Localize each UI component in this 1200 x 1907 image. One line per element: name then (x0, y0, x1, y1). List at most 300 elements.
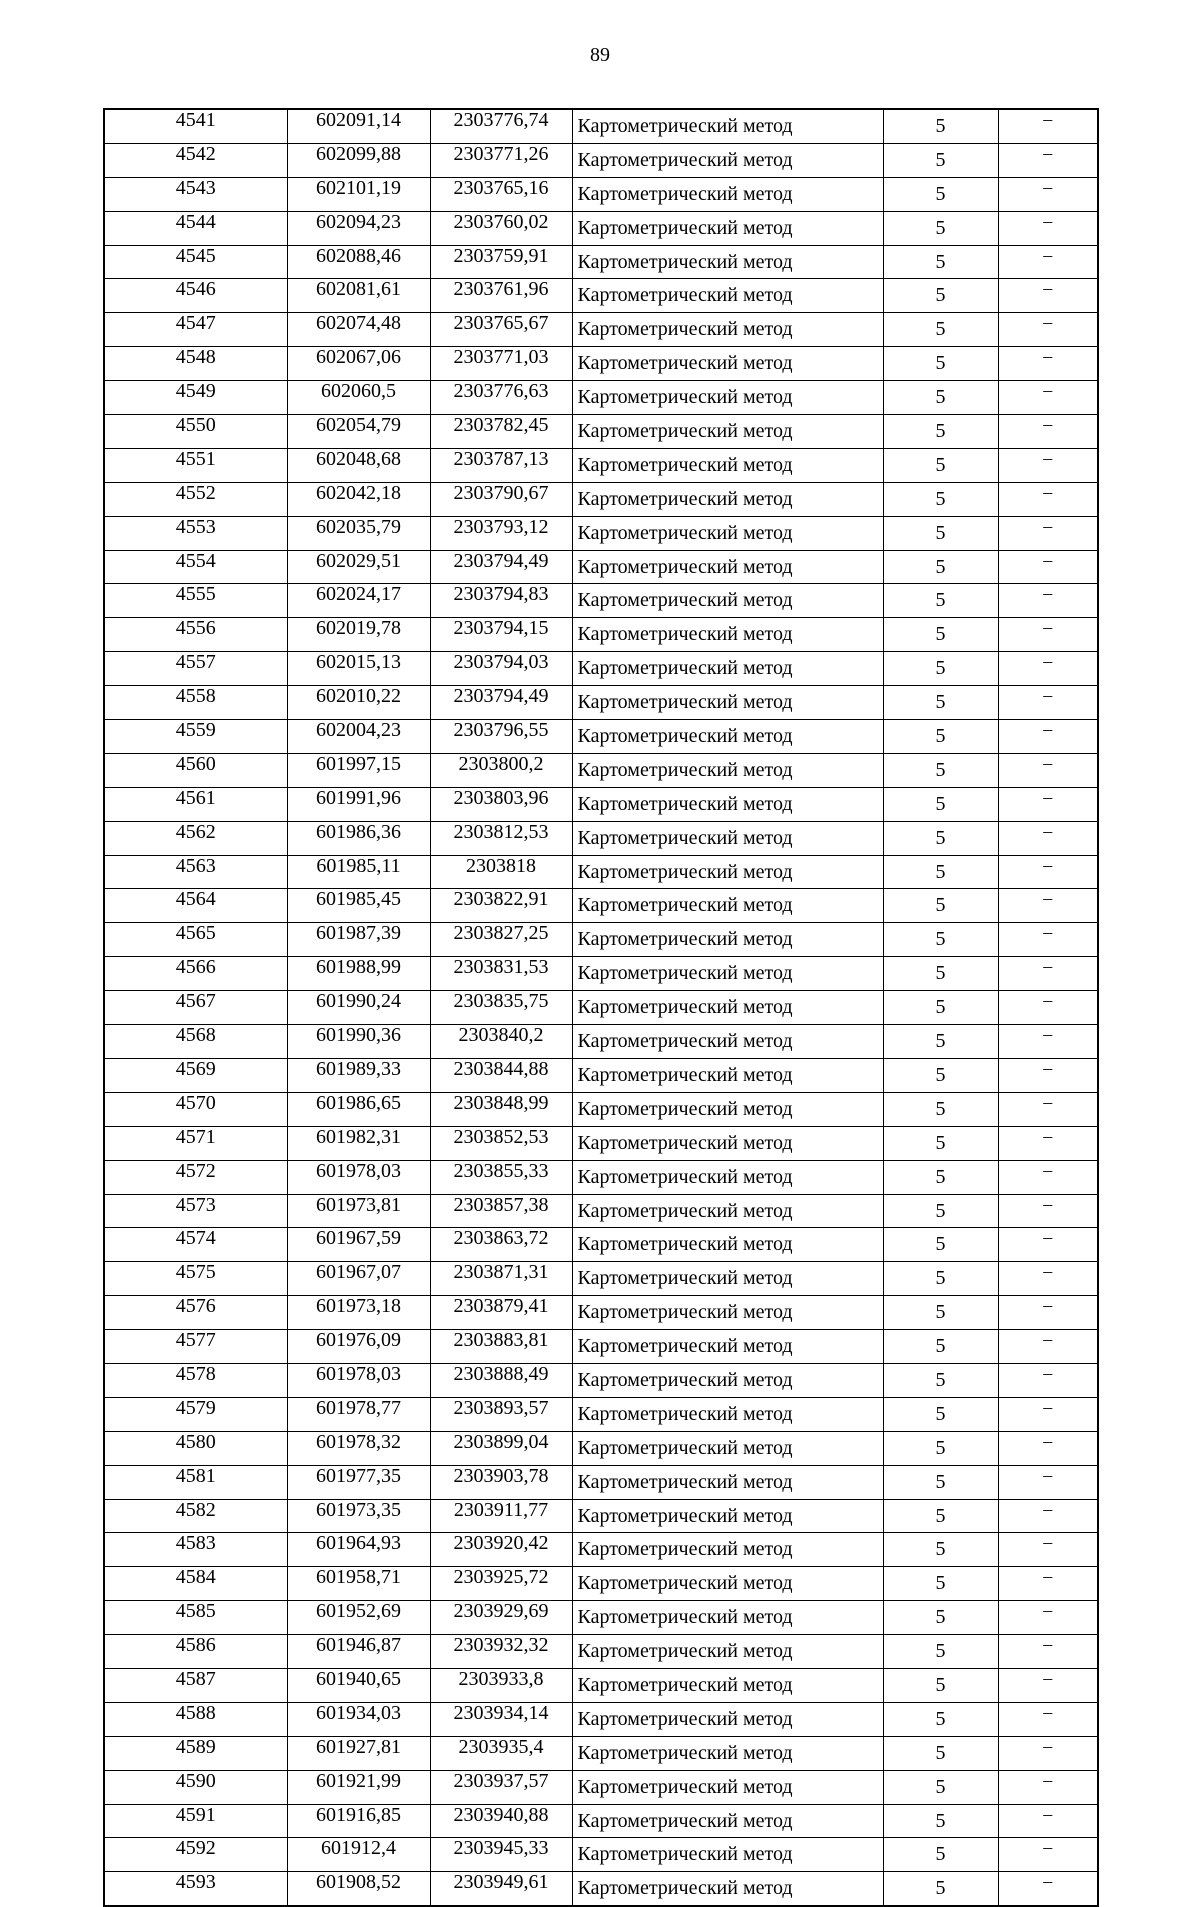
table-row (104, 1804, 1098, 1838)
accuracy-cell: 5 (883, 1533, 998, 1567)
y-coordinate-cell: 2303794,83 (430, 584, 572, 618)
table-row (104, 923, 1098, 957)
method-cell: Картометрический метод (572, 550, 883, 584)
accuracy-cell: 5 (883, 753, 998, 787)
y-coordinate-cell: 2303937,57 (430, 1770, 572, 1804)
dash-cell: – (998, 1025, 1098, 1059)
x-coordinate-cell: 602099,88 (287, 143, 430, 177)
dash-cell: – (998, 753, 1098, 787)
x-coordinate-cell: 601946,87 (287, 1635, 430, 1669)
y-coordinate-cell: 2303903,78 (430, 1465, 572, 1499)
table-row (104, 1092, 1098, 1126)
x-coordinate-cell: 601977,35 (287, 1465, 430, 1499)
point-number-cell: 4582 (104, 1499, 287, 1533)
dash-cell: – (998, 482, 1098, 516)
dash-cell: – (998, 1567, 1098, 1601)
table-row (104, 1567, 1098, 1601)
table-row (104, 381, 1098, 415)
dash-cell: – (998, 1804, 1098, 1838)
method-cell: Картометрический метод (572, 381, 883, 415)
method-cell: Картометрический метод (572, 889, 883, 923)
table-row (104, 1262, 1098, 1296)
method-cell: Картометрический метод (572, 1228, 883, 1262)
y-coordinate-cell: 2303883,81 (430, 1330, 572, 1364)
accuracy-cell: 5 (883, 652, 998, 686)
x-coordinate-cell: 601927,81 (287, 1736, 430, 1770)
x-coordinate-cell: 601985,11 (287, 855, 430, 889)
y-coordinate-cell: 2303940,88 (430, 1804, 572, 1838)
method-cell: Картометрический метод (572, 109, 883, 143)
accuracy-cell: 5 (883, 618, 998, 652)
dash-cell: – (998, 923, 1098, 957)
table-row (104, 313, 1098, 347)
dash-cell: – (998, 1160, 1098, 1194)
dash-cell: – (998, 618, 1098, 652)
y-coordinate-cell: 2303822,91 (430, 889, 572, 923)
x-coordinate-cell: 601967,07 (287, 1262, 430, 1296)
x-coordinate-cell: 601997,15 (287, 753, 430, 787)
table-row (104, 1431, 1098, 1465)
x-coordinate-cell: 601989,33 (287, 1058, 430, 1092)
y-coordinate-cell: 2303840,2 (430, 1025, 572, 1059)
accuracy-cell: 5 (883, 1092, 998, 1126)
dash-cell: – (998, 584, 1098, 618)
accuracy-cell: 5 (883, 1363, 998, 1397)
method-cell: Картометрический метод (572, 1025, 883, 1059)
y-coordinate-cell: 2303888,49 (430, 1363, 572, 1397)
x-coordinate-cell: 601986,65 (287, 1092, 430, 1126)
dash-cell: – (998, 1330, 1098, 1364)
table-row (104, 1635, 1098, 1669)
dash-cell: – (998, 347, 1098, 381)
point-number-cell: 4567 (104, 991, 287, 1025)
method-cell: Картометрический метод (572, 720, 883, 754)
dash-cell: – (998, 143, 1098, 177)
dash-cell: – (998, 1126, 1098, 1160)
table-row (104, 109, 1098, 143)
y-coordinate-cell: 2303929,69 (430, 1601, 572, 1635)
point-number-cell: 4557 (104, 652, 287, 686)
method-cell: Картометрический метод (572, 415, 883, 449)
y-coordinate-cell: 2303844,88 (430, 1058, 572, 1092)
table-row (104, 686, 1098, 720)
accuracy-cell: 5 (883, 1601, 998, 1635)
table-row (104, 1465, 1098, 1499)
y-coordinate-cell: 2303787,13 (430, 448, 572, 482)
y-coordinate-cell: 2303776,74 (430, 109, 572, 143)
dash-cell: – (998, 1262, 1098, 1296)
table-row (104, 889, 1098, 923)
accuracy-cell: 5 (883, 313, 998, 347)
accuracy-cell: 5 (883, 923, 998, 957)
y-coordinate-cell: 2303812,53 (430, 821, 572, 855)
dash-cell: – (998, 211, 1098, 245)
dash-cell: – (998, 889, 1098, 923)
point-number-cell: 4566 (104, 957, 287, 991)
method-cell: Картометрический метод (572, 1499, 883, 1533)
accuracy-cell: 5 (883, 1838, 998, 1872)
point-number-cell: 4556 (104, 618, 287, 652)
y-coordinate-cell: 2303794,49 (430, 686, 572, 720)
table-row (104, 448, 1098, 482)
table-row (104, 991, 1098, 1025)
accuracy-cell: 5 (883, 1702, 998, 1736)
table-row (104, 245, 1098, 279)
y-coordinate-cell: 2303893,57 (430, 1397, 572, 1431)
point-number-cell: 4541 (104, 109, 287, 143)
method-cell: Картометрический метод (572, 1872, 883, 1906)
dash-cell: – (998, 787, 1098, 821)
point-number-cell: 4563 (104, 855, 287, 889)
page-number: 89 (590, 44, 610, 66)
accuracy-cell: 5 (883, 1126, 998, 1160)
x-coordinate-cell: 601958,71 (287, 1567, 430, 1601)
point-number-cell: 4572 (104, 1160, 287, 1194)
point-number-cell: 4543 (104, 177, 287, 211)
dash-cell: – (998, 686, 1098, 720)
x-coordinate-cell: 601990,36 (287, 1025, 430, 1059)
x-coordinate-cell: 602042,18 (287, 482, 430, 516)
point-number-cell: 4593 (104, 1872, 287, 1906)
x-coordinate-cell: 602060,5 (287, 381, 430, 415)
accuracy-cell: 5 (883, 584, 998, 618)
accuracy-cell: 5 (883, 686, 998, 720)
table-row (104, 1872, 1098, 1906)
method-cell: Картометрический метод (572, 1363, 883, 1397)
dash-cell: – (998, 1296, 1098, 1330)
dash-cell: – (998, 1363, 1098, 1397)
accuracy-cell: 5 (883, 347, 998, 381)
accuracy-cell: 5 (883, 821, 998, 855)
point-number-cell: 4548 (104, 347, 287, 381)
y-coordinate-cell: 2303771,03 (430, 347, 572, 381)
y-coordinate-cell: 2303835,75 (430, 991, 572, 1025)
y-coordinate-cell: 2303800,2 (430, 753, 572, 787)
y-coordinate-cell: 2303871,31 (430, 1262, 572, 1296)
dash-cell: – (998, 1194, 1098, 1228)
method-cell: Картометрический метод (572, 1194, 883, 1228)
method-cell: Картометрический метод (572, 1058, 883, 1092)
method-cell: Картометрический метод (572, 347, 883, 381)
dash-cell: – (998, 652, 1098, 686)
method-cell: Картометрический метод (572, 1296, 883, 1330)
x-coordinate-cell: 601982,31 (287, 1126, 430, 1160)
accuracy-cell: 5 (883, 1770, 998, 1804)
x-coordinate-cell: 602024,17 (287, 584, 430, 618)
dash-cell: – (998, 448, 1098, 482)
point-number-cell: 4564 (104, 889, 287, 923)
method-cell: Картометрический метод (572, 1668, 883, 1702)
x-coordinate-cell: 602019,78 (287, 618, 430, 652)
method-cell: Картометрический метод (572, 686, 883, 720)
accuracy-cell: 5 (883, 720, 998, 754)
dash-cell: – (998, 516, 1098, 550)
point-number-cell: 4581 (104, 1465, 287, 1499)
point-number-cell: 4561 (104, 787, 287, 821)
method-cell: Картометрический метод (572, 313, 883, 347)
dash-cell: – (998, 1397, 1098, 1431)
accuracy-cell: 5 (883, 211, 998, 245)
accuracy-cell: 5 (883, 516, 998, 550)
point-number-cell: 4578 (104, 1363, 287, 1397)
y-coordinate-cell: 2303879,41 (430, 1296, 572, 1330)
accuracy-cell: 5 (883, 855, 998, 889)
method-cell: Картометрический метод (572, 821, 883, 855)
method-cell: Картометрический метод (572, 1330, 883, 1364)
point-number-cell: 4562 (104, 821, 287, 855)
accuracy-cell: 5 (883, 957, 998, 991)
method-cell: Картометрический метод (572, 211, 883, 245)
dash-cell: – (998, 1736, 1098, 1770)
point-number-cell: 4586 (104, 1635, 287, 1669)
accuracy-cell: 5 (883, 991, 998, 1025)
x-coordinate-cell: 601985,45 (287, 889, 430, 923)
table-row (104, 1160, 1098, 1194)
x-coordinate-cell: 601967,59 (287, 1228, 430, 1262)
x-coordinate-cell: 602091,14 (287, 109, 430, 143)
method-cell: Картометрический метод (572, 652, 883, 686)
method-cell: Картометрический метод (572, 1635, 883, 1669)
x-coordinate-cell: 602054,79 (287, 415, 430, 449)
x-coordinate-cell: 602088,46 (287, 245, 430, 279)
table-row (104, 211, 1098, 245)
point-number-cell: 4569 (104, 1058, 287, 1092)
dash-cell: – (998, 1533, 1098, 1567)
point-number-cell: 4575 (104, 1262, 287, 1296)
method-cell: Картометрический метод (572, 1702, 883, 1736)
table-row (104, 1668, 1098, 1702)
x-coordinate-cell: 602004,23 (287, 720, 430, 754)
method-cell: Картометрический метод (572, 1431, 883, 1465)
table-row (104, 177, 1098, 211)
point-number-cell: 4550 (104, 415, 287, 449)
method-cell: Картометрический метод (572, 787, 883, 821)
accuracy-cell: 5 (883, 1160, 998, 1194)
coordinates-table (103, 108, 1099, 1907)
table-row (104, 1736, 1098, 1770)
table-row (104, 1397, 1098, 1431)
dash-cell: – (998, 1770, 1098, 1804)
x-coordinate-cell: 602067,06 (287, 347, 430, 381)
point-number-cell: 4553 (104, 516, 287, 550)
x-coordinate-cell: 601921,99 (287, 1770, 430, 1804)
point-number-cell: 4551 (104, 448, 287, 482)
x-coordinate-cell: 601978,77 (287, 1397, 430, 1431)
x-coordinate-cell: 602015,13 (287, 652, 430, 686)
accuracy-cell: 5 (883, 482, 998, 516)
y-coordinate-cell: 2303945,33 (430, 1838, 572, 1872)
x-coordinate-cell: 602048,68 (287, 448, 430, 482)
method-cell: Картометрический метод (572, 1092, 883, 1126)
y-coordinate-cell: 2303790,67 (430, 482, 572, 516)
point-number-cell: 4546 (104, 279, 287, 313)
point-number-cell: 4588 (104, 1702, 287, 1736)
x-coordinate-cell: 601908,52 (287, 1872, 430, 1906)
point-number-cell: 4545 (104, 245, 287, 279)
point-number-cell: 4571 (104, 1126, 287, 1160)
method-cell: Картометрический метод (572, 957, 883, 991)
method-cell: Картометрический метод (572, 177, 883, 211)
x-coordinate-cell: 601952,69 (287, 1601, 430, 1635)
x-coordinate-cell: 601987,39 (287, 923, 430, 957)
y-coordinate-cell: 2303855,33 (430, 1160, 572, 1194)
x-coordinate-cell: 601976,09 (287, 1330, 430, 1364)
dash-cell: – (998, 415, 1098, 449)
table-row (104, 482, 1098, 516)
method-cell: Картометрический метод (572, 1770, 883, 1804)
accuracy-cell: 5 (883, 1804, 998, 1838)
table-row (104, 1702, 1098, 1736)
accuracy-cell: 5 (883, 550, 998, 584)
x-coordinate-cell: 602010,22 (287, 686, 430, 720)
y-coordinate-cell: 2303827,25 (430, 923, 572, 957)
dash-cell: – (998, 1702, 1098, 1736)
accuracy-cell: 5 (883, 1635, 998, 1669)
method-cell: Картометрический метод (572, 1601, 883, 1635)
point-number-cell: 4585 (104, 1601, 287, 1635)
x-coordinate-cell: 601988,99 (287, 957, 430, 991)
accuracy-cell: 5 (883, 1194, 998, 1228)
dash-cell: – (998, 245, 1098, 279)
accuracy-cell: 5 (883, 448, 998, 482)
point-number-cell: 4580 (104, 1431, 287, 1465)
accuracy-cell: 5 (883, 1296, 998, 1330)
table-row (104, 1533, 1098, 1567)
accuracy-cell: 5 (883, 1736, 998, 1770)
y-coordinate-cell: 2303776,63 (430, 381, 572, 415)
x-coordinate-cell: 601978,03 (287, 1160, 430, 1194)
coordinates-table-body (104, 109, 1098, 1906)
table-row (104, 347, 1098, 381)
x-coordinate-cell: 602101,19 (287, 177, 430, 211)
method-cell: Картометрический метод (572, 1533, 883, 1567)
accuracy-cell: 5 (883, 1499, 998, 1533)
y-coordinate-cell: 2303933,8 (430, 1668, 572, 1702)
x-coordinate-cell: 601973,18 (287, 1296, 430, 1330)
y-coordinate-cell: 2303794,49 (430, 550, 572, 584)
accuracy-cell: 5 (883, 381, 998, 415)
table-row (104, 652, 1098, 686)
point-number-cell: 4542 (104, 143, 287, 177)
dash-cell: – (998, 1228, 1098, 1262)
dash-cell: – (998, 1872, 1098, 1906)
method-cell: Картометрический метод (572, 584, 883, 618)
method-cell: Картометрический метод (572, 618, 883, 652)
accuracy-cell: 5 (883, 143, 998, 177)
method-cell: Картометрический метод (572, 279, 883, 313)
accuracy-cell: 5 (883, 1465, 998, 1499)
table-row (104, 550, 1098, 584)
dash-cell: – (998, 279, 1098, 313)
accuracy-cell: 5 (883, 109, 998, 143)
dash-cell: – (998, 313, 1098, 347)
table-row (104, 1228, 1098, 1262)
y-coordinate-cell: 2303794,15 (430, 618, 572, 652)
x-coordinate-cell: 602074,48 (287, 313, 430, 347)
y-coordinate-cell: 2303935,4 (430, 1736, 572, 1770)
table-row (104, 720, 1098, 754)
accuracy-cell: 5 (883, 1330, 998, 1364)
method-cell: Картометрический метод (572, 516, 883, 550)
table-row (104, 957, 1098, 991)
x-coordinate-cell: 601973,35 (287, 1499, 430, 1533)
dash-cell: – (998, 1465, 1098, 1499)
dash-cell: – (998, 177, 1098, 211)
point-number-cell: 4549 (104, 381, 287, 415)
method-cell: Картометрический метод (572, 1126, 883, 1160)
x-coordinate-cell: 601973,81 (287, 1194, 430, 1228)
table-row (104, 753, 1098, 787)
accuracy-cell: 5 (883, 1058, 998, 1092)
point-number-cell: 4584 (104, 1567, 287, 1601)
method-cell: Картометрический метод (572, 143, 883, 177)
table-row (104, 787, 1098, 821)
accuracy-cell: 5 (883, 1567, 998, 1601)
method-cell: Картометрический метод (572, 482, 883, 516)
x-coordinate-cell: 602081,61 (287, 279, 430, 313)
dash-cell: – (998, 1838, 1098, 1872)
method-cell: Картометрический метод (572, 855, 883, 889)
point-number-cell: 4587 (104, 1668, 287, 1702)
accuracy-cell: 5 (883, 1397, 998, 1431)
x-coordinate-cell: 601990,24 (287, 991, 430, 1025)
method-cell: Картометрический метод (572, 1736, 883, 1770)
y-coordinate-cell: 2303818 (430, 855, 572, 889)
dash-cell: – (998, 1635, 1098, 1669)
point-number-cell: 4547 (104, 313, 287, 347)
table-row (104, 855, 1098, 889)
table-row (104, 143, 1098, 177)
point-number-cell: 4559 (104, 720, 287, 754)
table-row (104, 1058, 1098, 1092)
method-cell: Картометрический метод (572, 1838, 883, 1872)
accuracy-cell: 5 (883, 415, 998, 449)
y-coordinate-cell: 2303920,42 (430, 1533, 572, 1567)
x-coordinate-cell: 601978,03 (287, 1363, 430, 1397)
y-coordinate-cell: 2303852,53 (430, 1126, 572, 1160)
dash-cell: – (998, 381, 1098, 415)
table-row (104, 279, 1098, 313)
x-coordinate-cell: 601940,65 (287, 1668, 430, 1702)
point-number-cell: 4591 (104, 1804, 287, 1838)
y-coordinate-cell: 2303771,26 (430, 143, 572, 177)
table-row (104, 618, 1098, 652)
point-number-cell: 4590 (104, 1770, 287, 1804)
dash-cell: – (998, 550, 1098, 584)
x-coordinate-cell: 601912,4 (287, 1838, 430, 1872)
y-coordinate-cell: 2303765,16 (430, 177, 572, 211)
y-coordinate-cell: 2303796,55 (430, 720, 572, 754)
y-coordinate-cell: 2303949,61 (430, 1872, 572, 1906)
dash-cell: – (998, 1431, 1098, 1465)
method-cell: Картометрический метод (572, 1567, 883, 1601)
table-row (104, 1838, 1098, 1872)
dash-cell: – (998, 109, 1098, 143)
table-row (104, 1025, 1098, 1059)
y-coordinate-cell: 2303911,77 (430, 1499, 572, 1533)
point-number-cell: 4560 (104, 753, 287, 787)
point-number-cell: 4583 (104, 1533, 287, 1567)
method-cell: Картометрический метод (572, 1160, 883, 1194)
method-cell: Картометрический метод (572, 1262, 883, 1296)
y-coordinate-cell: 2303803,96 (430, 787, 572, 821)
dash-cell: – (998, 1058, 1098, 1092)
y-coordinate-cell: 2303925,72 (430, 1567, 572, 1601)
y-coordinate-cell: 2303765,67 (430, 313, 572, 347)
y-coordinate-cell: 2303932,32 (430, 1635, 572, 1669)
accuracy-cell: 5 (883, 1228, 998, 1262)
point-number-cell: 4576 (104, 1296, 287, 1330)
